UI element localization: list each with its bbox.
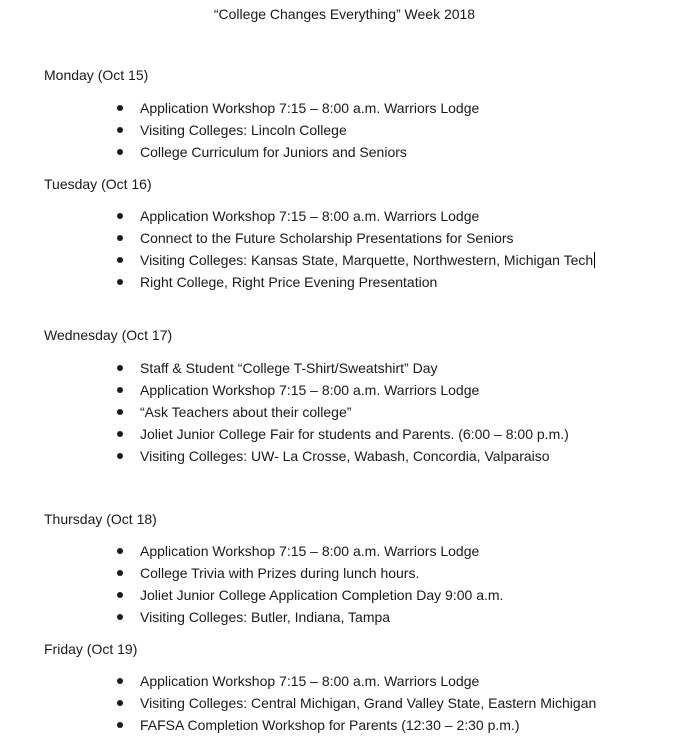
day-heading-friday: Friday (Oct 19) xyxy=(44,641,138,657)
bullet-icon xyxy=(117,105,123,111)
bullet-icon xyxy=(117,722,123,728)
text-cursor xyxy=(594,252,595,268)
bullet-icon xyxy=(117,614,123,620)
day-heading-monday: Monday (Oct 15) xyxy=(44,67,149,83)
list-item-text: FAFSA Completion Workshop for Parents (12:30 – 2:30 p.m.) xyxy=(140,717,520,733)
bullet-icon xyxy=(117,678,123,684)
bullet-icon xyxy=(117,365,123,371)
list-item-text xyxy=(140,249,595,271)
day-heading-wednesday: Wednesday (Oct 17) xyxy=(44,327,173,343)
bullet-icon xyxy=(117,431,123,437)
list-item-text: College Trivia with Prizes during lunch hours. xyxy=(140,565,420,581)
list-item-text: “Ask Teachers about their college” xyxy=(140,404,352,420)
list-item-text: Application Workshop 7:15 – 8:00 a.m. Warriors Lodge xyxy=(140,673,480,689)
list-item-text: Application Workshop 7:15 – 8:00 a.m. Warriors Lodge xyxy=(140,208,480,224)
bullet-icon xyxy=(117,548,123,554)
bullet-icon xyxy=(117,453,123,459)
list-item-text: Joliet Junior College Fair for students and Parents. (6:00 – 8:00 p.m.) xyxy=(140,426,569,442)
document-title: “College Changes Everything” Week 2018 xyxy=(213,6,476,22)
bullet-icon xyxy=(117,570,123,576)
bullet-icon xyxy=(117,149,123,155)
bullet-icon xyxy=(117,592,123,598)
bullet-icon xyxy=(117,387,123,393)
list-item-text: Visiting Colleges: Lincoln College xyxy=(140,122,347,138)
bullet-icon xyxy=(117,279,123,285)
bullet-icon xyxy=(117,257,123,263)
list-item-text: Visiting Colleges: UW- La Crosse, Wabash, Concordia, Valparaiso xyxy=(140,448,550,464)
bullet-icon xyxy=(117,235,123,241)
day-heading-thursday: Thursday (Oct 18) xyxy=(44,511,157,527)
list-item-text: Right College, Right Price Evening Presentation xyxy=(140,274,438,290)
list-item-text-value: Visiting Colleges: Kansas State, Marquette, Northwestern, Michigan Tech xyxy=(140,252,594,268)
list-item-text: Application Workshop 7:15 – 8:00 a.m. Warriors Lodge xyxy=(140,382,480,398)
list-item-text: Joliet Junior College Application Completion Day 9:00 a.m. xyxy=(140,587,504,603)
bullet-icon xyxy=(117,700,123,706)
list-item-text: Staff & Student “College T-Shirt/Sweatshirt” Day xyxy=(140,360,438,376)
list-item-text: College Curriculum for Juniors and Seniors xyxy=(140,144,407,160)
list-item-text: Application Workshop 7:15 – 8:00 a.m. Warriors Lodge xyxy=(140,100,480,116)
list-item-text: Visiting Colleges: Butler, Indiana, Tampa xyxy=(140,609,391,625)
list-item-text: Connect to the Future Scholarship Presentations for Seniors xyxy=(140,230,514,246)
bullet-icon xyxy=(117,127,123,133)
bullet-icon xyxy=(117,213,123,219)
list-item-text: Application Workshop 7:15 – 8:00 a.m. Warriors Lodge xyxy=(140,543,480,559)
bullet-icon xyxy=(117,409,123,415)
list-item-text: Visiting Colleges: Central Michigan, Grand Valley State, Eastern Michigan xyxy=(140,695,597,711)
day-heading-tuesday: Tuesday (Oct 16) xyxy=(44,176,152,192)
